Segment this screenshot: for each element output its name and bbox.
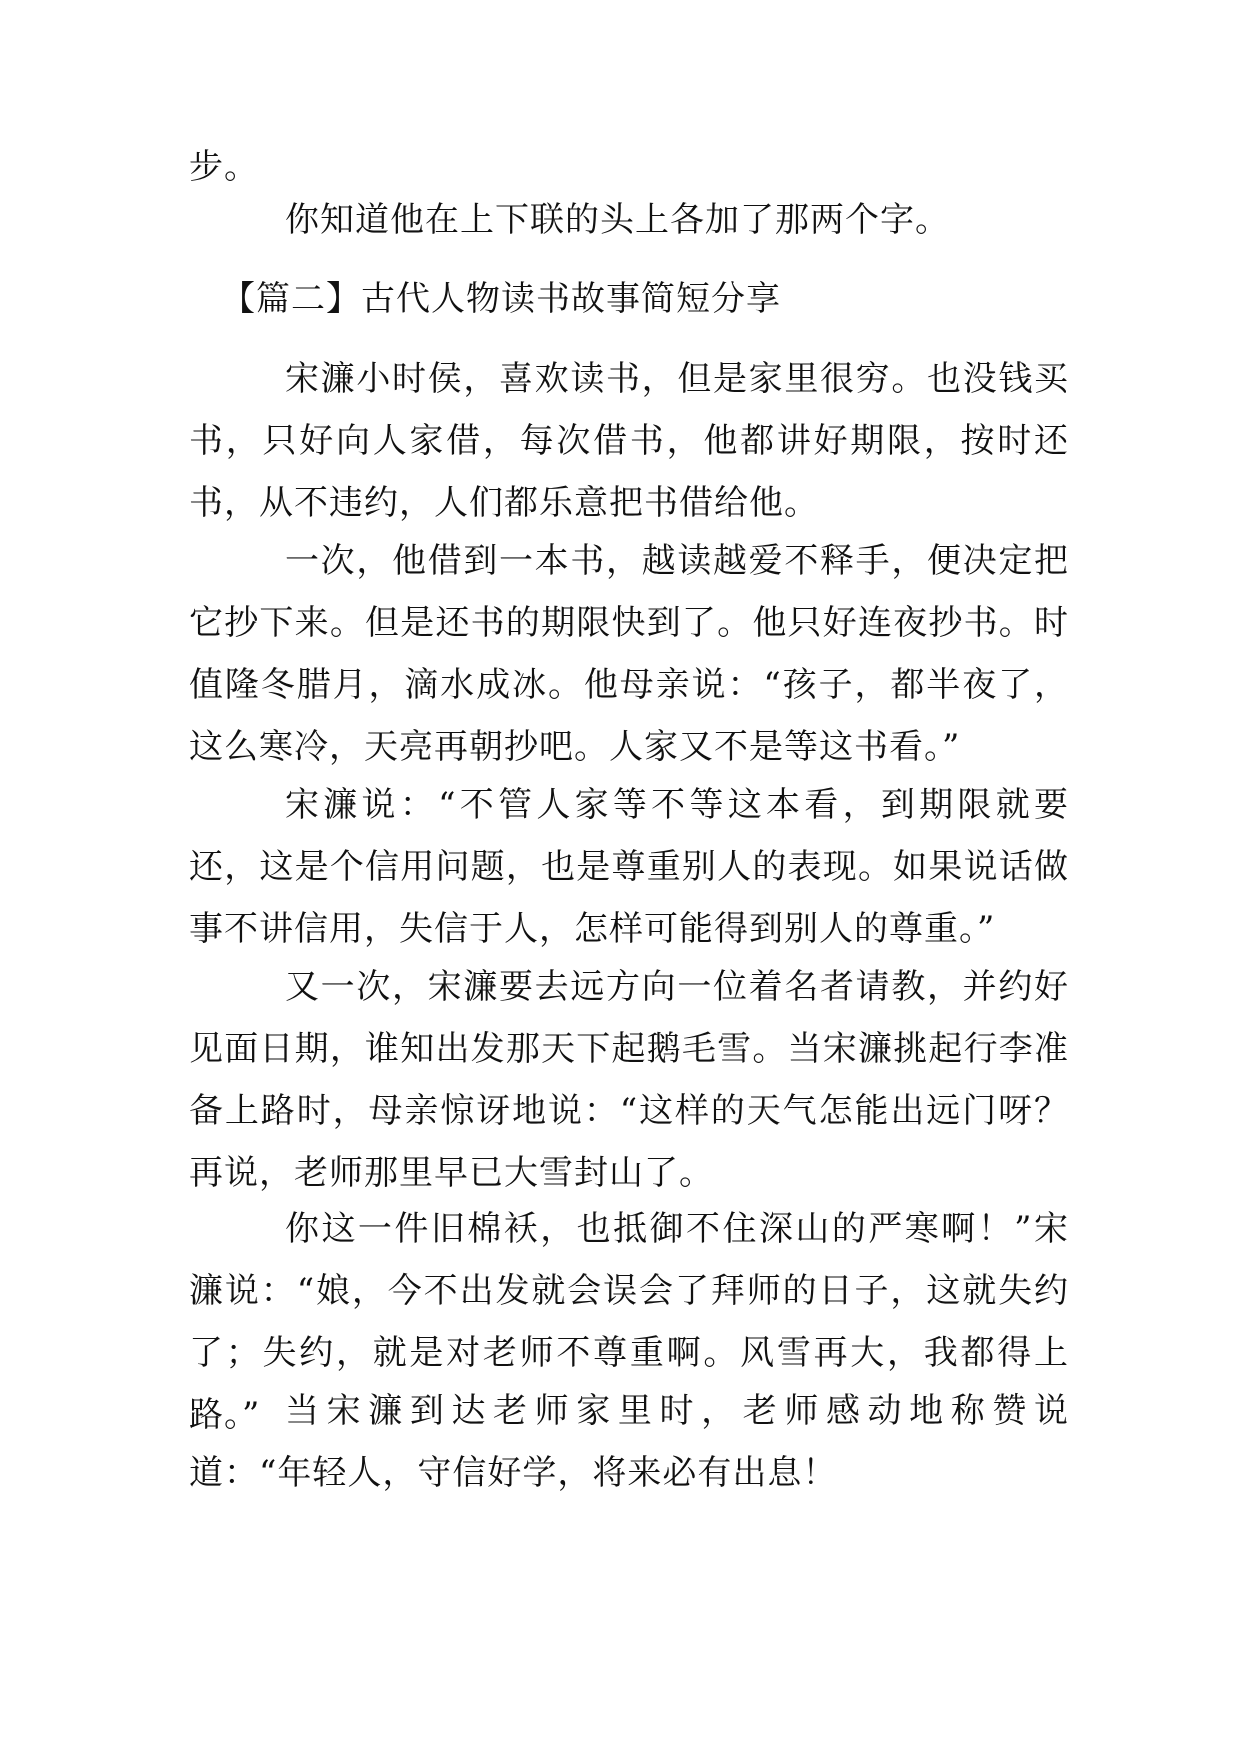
paragraph-5: 你这一件旧棉袄，也抵御不住深山的严寒啊！”宋濂说：“娘，今不出发就会误会了拜师的日子，这就失约了；失约，就是对老师不尊重啊。风雪再大，我都得上路。” [189,1209,1069,1435]
paragraph-2: 一次，他借到一本书，越读越爱不释手，便决定把它抄下来。但是还书的期限快到了。他只好连夜抄书。时值隆冬腊月，滴水成冰。他母亲说：“孩子，都半夜了，这么寒冷，天亮再朝抄吧。人家又不是等这书看。” [189,541,1069,767]
section-title: 【篇二】古代人物读书故事简短分享 [221,279,781,319]
paragraph-6: 当宋濂到达老师家里时，老师感动地称赞说道：“年轻人，守信好学，将来必有出息！ [189,1391,1069,1493]
paragraph-1: 宋濂小时侯，喜欢读书，但是家里很穷。也没钱买书，只好向人家借，每次借书，他都讲好期限，按时还书，从不违约，人们都乐意把书借给他。 [189,359,1069,523]
paragraph-4: 又一次，宋濂要去远方向一位着名者请教，并约好见面日期，谁知出发那天下起鹅毛雪。当宋濂挑起行李准备上路时，母亲惊讶地说：“这样的天气怎能出远门呀？再说，老师那里早已大雪封山了。 [189,967,1069,1193]
paragraph-3: 宋濂说：“不管人家等不等这本看，到期限就要还，这是个信用问题，也是尊重别人的表现。如果说话做事不讲信用，失信于人，怎样可能得到别人的尊重。” [189,785,1069,949]
continuation-text: 步。 [189,147,259,187]
intro-question: 你知道他在上下联的头上各加了那两个字。 [285,200,950,240]
